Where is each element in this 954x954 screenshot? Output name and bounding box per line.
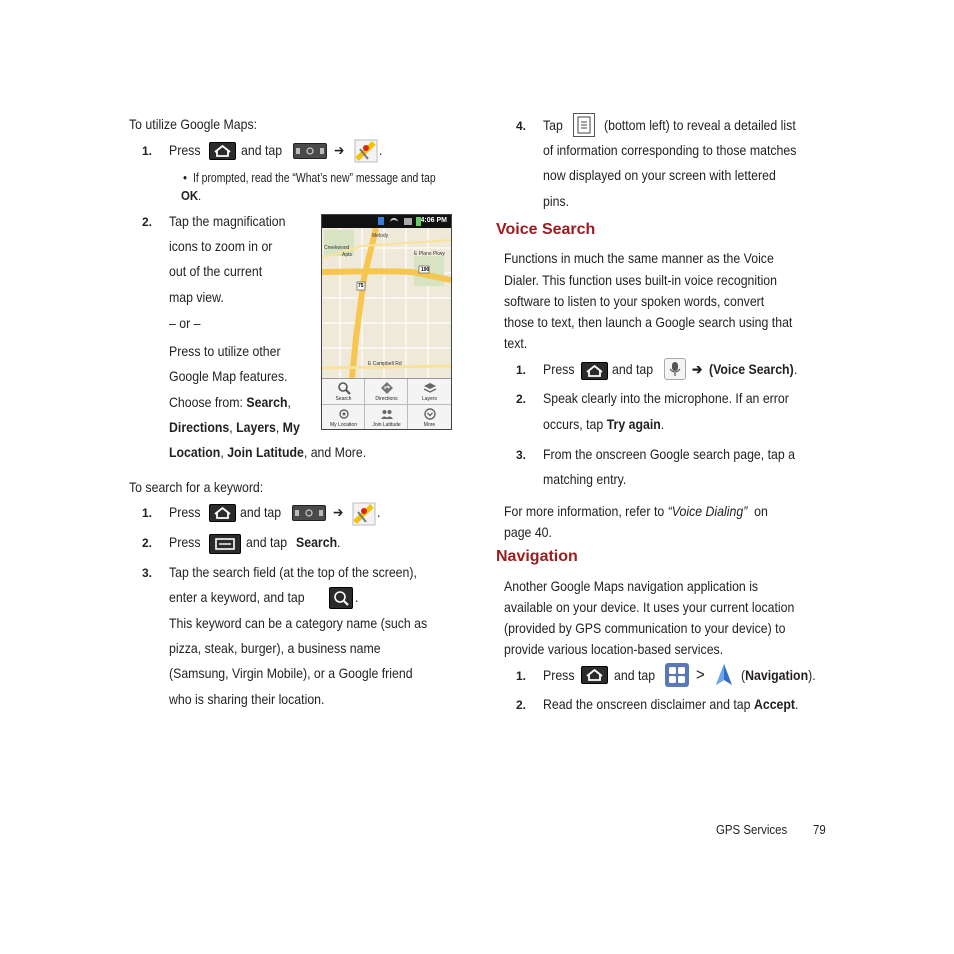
wifi-icon [390,218,398,227]
maps-app-icon [293,143,327,159]
menu-item-join-latitude[interactable] [365,405,408,430]
map-label: Apts [342,252,353,258]
step-text: and tap [241,142,283,158]
paragraph-line: those to text, then launch a Google search using that [504,314,793,330]
maps-pin-icon [354,139,378,163]
step-line: From the onscreen Google search page, tap a [543,446,796,462]
and-more: , and More. [303,444,367,460]
step-number: 2. [142,536,153,550]
paragraph-line: (provided by GPS communication to your device) to [504,620,786,636]
bullet: • [183,170,188,185]
intro-text: To search for a keyword: [129,479,264,495]
step-line [543,417,664,431]
map-menu [322,378,451,430]
signal-icon [404,218,412,225]
step-number: 4. [516,119,527,133]
reference-line [504,504,768,518]
battery-icon [416,217,421,226]
choose-line [169,445,366,459]
map-label: Creekwood [324,245,350,251]
more-icon [423,407,437,421]
paragraph-line: text. [504,335,528,351]
section-heading: Voice Search [496,221,596,238]
step-line: pins. [543,193,570,209]
step-text: Press [543,667,575,683]
map-label: Melody [372,233,389,239]
arrow-glyph: ➔ [334,142,345,158]
choose-line [169,395,291,409]
step-number: 1. [516,669,527,683]
section-heading: Navigation [496,548,578,565]
menu-label: Join Latitude [372,422,401,428]
paren: ( [741,667,746,683]
step-line: who is sharing their location. [169,691,325,707]
menu-item-directions[interactable] [365,379,408,405]
step-text: Tap [543,117,563,133]
menu-label: More [423,422,436,428]
step-number: 2. [516,392,527,406]
step-line: Google Map features. [169,368,288,384]
home-icon [581,362,608,380]
step-line: out of the current [169,263,263,279]
step-text: . [355,589,359,605]
step-text: Read the onscreen disclaimer and tap [543,696,751,712]
step-line: map view. [169,289,224,305]
prompt-text: If prompted, read the “What’s new” message and tap [193,170,436,185]
feature-layers: Layers [236,419,276,435]
maps-app-icon [292,505,326,521]
step-number: 1. [142,144,153,158]
paragraph-line: Another Google Maps navigation application is [504,578,759,594]
paren: ). [808,667,816,683]
search-label: Search [296,534,338,550]
choose-text: Choose from: [169,394,243,410]
reference-link[interactable]: “Voice Dialing” [667,503,748,519]
home-icon [581,666,608,684]
step-text: . [379,142,383,158]
microphone-icon [664,358,686,380]
map-label: E Campbell Rd [368,361,402,367]
menu-item-layers[interactable] [408,379,451,405]
step-line: (bottom left) to reveal a detailed list [604,117,796,133]
reference-text: For more information, refer to [504,503,665,519]
or-separator: – or – [169,315,201,331]
navigation-arrow-icon [715,663,733,685]
comma: , [287,394,291,410]
map-label: E Plano Pkwy [414,251,445,257]
accept-label: Accept [753,696,796,712]
step-number: 1. [142,506,153,520]
ok-label: OK [181,188,199,203]
step-line: of information corresponding to those matches [543,142,797,158]
step-line: This keyword can be a category name (such as [169,615,428,631]
step-text: and tap [612,361,654,377]
step-number: 2. [516,698,527,712]
list-icon [573,113,595,137]
reference-page: page 40. [504,524,552,540]
arrow-glyph: ➔ [692,361,703,377]
people-icon [380,407,394,421]
home-icon [209,504,236,522]
step-number: 3. [142,566,153,580]
menu-key-icon [209,534,241,554]
step-text: occurs, tap [543,416,604,432]
step-line: pizza, steak, burger), a business name [169,640,381,656]
reference-text: on [754,503,768,519]
feature-location: Location [169,444,221,460]
paragraph-line: provide various location-based services. [504,641,724,657]
step-line: matching entry. [543,471,627,487]
footer-section: GPS Services [716,822,788,837]
greater-than-glyph: > [696,665,705,684]
nav-label-line [741,668,816,682]
step-text: . [377,504,381,520]
bluetooth-icon [378,217,384,225]
navigation-label: Navigation [745,667,809,683]
arrow-glyph: ➔ [333,504,344,520]
phone-screenshot [321,214,452,430]
status-bar [322,215,451,228]
step-text: and tap [614,667,656,683]
menu-label: My Location [330,422,357,428]
directions-icon [380,381,394,395]
step-text: Press [169,142,201,158]
step-line: icons to zoom in or [169,238,273,254]
step-line [543,697,798,711]
map-label: 190 [421,267,430,273]
page-number: 79 [813,822,826,837]
feature-search: Search [246,394,288,410]
status-time: 4:06 PM [420,217,447,224]
paragraph-line: Dialer. This function uses built-in voice recognition [504,272,778,288]
step-text: Press [169,534,201,550]
step-line: Tap the search field (at the top of the screen), [169,564,417,580]
layers-icon [423,381,437,395]
step-text: and tap [246,534,288,550]
intro-text: To utilize Google Maps: [129,116,258,132]
step-text: Press [543,361,575,377]
step-line: enter a keyword, and tap [169,589,305,605]
menu-item-more[interactable] [408,405,451,430]
period: . [795,696,799,712]
comma: , [220,444,224,460]
menu-label: Search [335,396,352,402]
applications-grid-icon [665,663,689,687]
paragraph-line: software to listen to your spoken words, convert [504,293,765,309]
step-line: Press to utilize other [169,343,281,359]
try-again-label: Try again [606,416,661,432]
search-icon [329,587,353,609]
search-icon [337,381,351,395]
menu-label: Directions [375,396,398,402]
step-text: Press [169,504,201,520]
step-number: 1. [516,363,527,377]
maps-pin-icon [352,502,376,526]
voice-search-label: (Voice Search) [709,361,794,377]
step-number: 3. [516,448,527,462]
map-label: 75 [358,283,364,289]
step-text: . [794,361,798,377]
menu-label: Layers [421,396,437,402]
feature-join-latitude: Join Latitude [227,444,304,460]
paragraph-line: Functions in much the same manner as the Voice [504,250,774,266]
choose-line [169,420,300,434]
menu-item-search[interactable] [322,379,365,405]
paragraph-line: available on your device. It uses your current location [504,599,795,615]
location-icon [337,407,351,421]
step-text: and tap [240,504,282,520]
step-line: Tap the magnification [169,213,286,229]
step-line: now displayed on your screen with lettered [543,167,776,183]
step-line: (Samsung, Virgin Mobile), or a Google friend [169,665,413,681]
period: . [660,416,665,432]
feature-directions: Directions [169,419,230,435]
comma: , [275,419,280,435]
step-line: Speak clearly into the microphone. If an error [543,390,789,406]
step-number: 2. [142,215,153,229]
home-icon [209,142,236,160]
step-text: . [337,534,341,550]
period: . [198,188,202,203]
comma: , [229,419,233,435]
menu-item-my-location[interactable] [322,405,365,430]
feature-my: My [282,419,300,435]
